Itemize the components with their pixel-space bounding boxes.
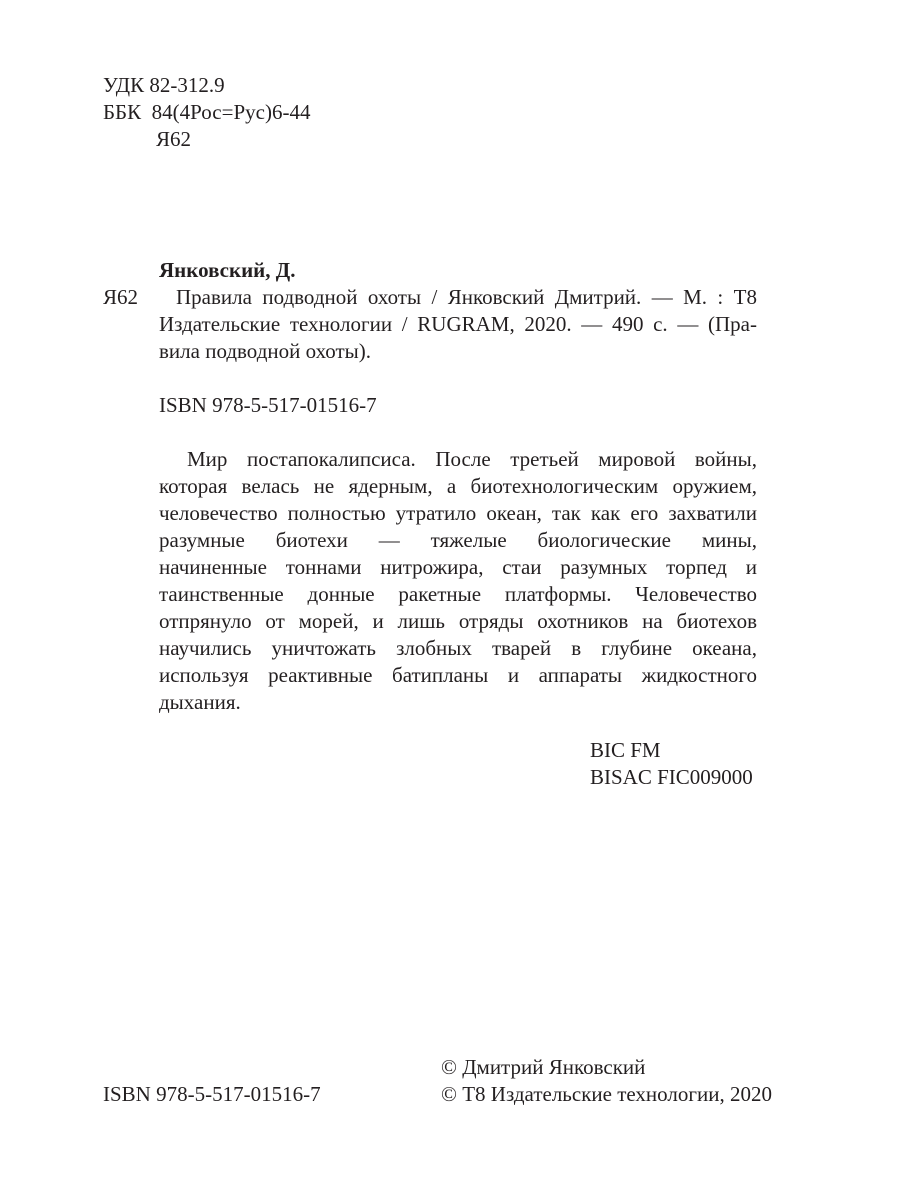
bbk-code: ББК 84(4Рос=Рус)6-44 xyxy=(103,100,311,124)
isbn-record: ISBN 978-5-517-01516-7 xyxy=(159,393,377,417)
udk-code: УДК 82-312.9 xyxy=(103,73,225,97)
annotation-line-3: человечество полностью утратило океан, так как его захватили xyxy=(159,501,757,525)
isbn-footer: ISBN 978-5-517-01516-7 xyxy=(103,1082,321,1106)
description-line-2: Издательские технологии / RUGRAM, 2020. — 490 с. — (Пра- xyxy=(159,312,757,336)
annotation-line-5: начиненные тоннами нитрожира, стаи разумных торпед и xyxy=(159,555,757,579)
annotation-line-9: используя реактивные батипланы и аппараты жидкостного xyxy=(159,663,757,687)
annotation-line-7: отпрянуло от морей, и лишь отряды охотников на биотехов xyxy=(159,609,757,633)
annotation-line-6: таинственные донные ракетные платформы. Человечество xyxy=(159,582,757,606)
copyright-publisher: © Т8 Издательские технологии, 2020 xyxy=(441,1082,772,1106)
annotation-line-8: научились уничтожать злобных тварей в глубине океана, xyxy=(159,636,757,660)
cutter-code-top: Я62 xyxy=(156,127,192,151)
annotation-line-4: разумные биотехи — тяжелые биологические мины, xyxy=(159,528,757,552)
annotation-line-1: Мир постапокалипсиса. После третьей мировой войны, xyxy=(187,447,757,471)
annotation-line-10: дыхания. xyxy=(159,690,241,714)
bic-code: BIC FM xyxy=(590,738,661,762)
annotation-line-2: которая велась не ядерным, а биотехнологическим оружием, xyxy=(159,474,757,498)
bisac-code: BISAC FIC009000 xyxy=(590,765,753,789)
cutter-code: Я62 xyxy=(103,285,139,309)
description-line-1: Правила подводной охоты / Янковский Дмитрий. — М. : Т8 xyxy=(176,285,757,309)
copyright-author: © Дмитрий Янковский xyxy=(441,1055,646,1079)
author-heading: Янковский, Д. xyxy=(159,258,296,282)
description-line-3: вила подводной охоты). xyxy=(159,339,372,363)
